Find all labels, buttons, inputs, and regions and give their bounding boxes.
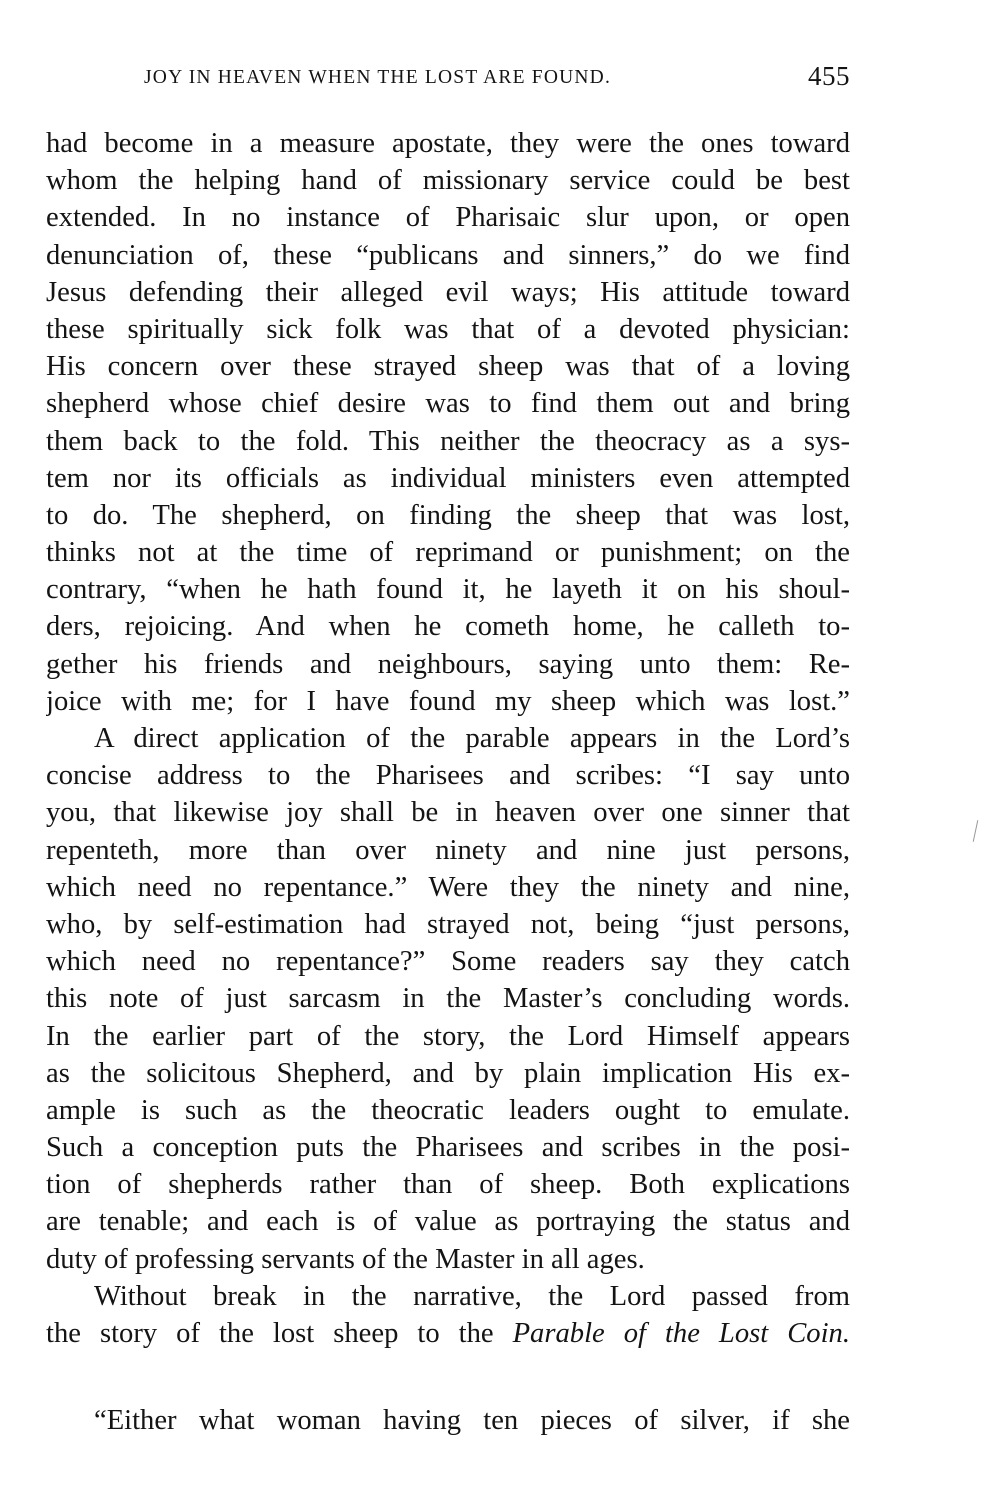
scripture-quote-line: “Either what woman having ten pieces of silver, if she [94,1405,850,1436]
text-line: which need no repentance.” Were they the ninety and nine, [46,871,850,903]
parable-title: Parable of the Lost Coin. [512,1318,850,1349]
text-line: shepherd whose chief desire was to find them out and bring [46,388,850,420]
paragraph-application [46,720,850,1278]
text-line: you, that likewise joy shall be in heaven over one sinner that [46,797,850,829]
text-line: His concern over these strayed sheep was that of a loving [46,351,850,383]
text-line: contrary, “when he hath found it, he layeth it on his shoul- [46,574,850,606]
text-line: thinks not at the time of reprimand or punishment; on the [46,537,850,569]
text-line-with-italic [46,1315,850,1352]
text-line: Without break in the narrative, the Lord passed from [94,1280,850,1312]
text-line: to do. The shepherd, on finding the sheep that was lost, [46,499,850,531]
page-number: 455 [808,61,850,91]
text-line: A direct application of the parable appears in the Lord’s [94,723,850,754]
margin-mark [973,820,979,842]
text-line: as the solicitous Shepherd, and by plain implication His ex- [46,1057,850,1089]
text-line: this note of just sarcasm in the Master’s concluding words. [46,983,850,1015]
text-line: extended. In no instance of Pharisaic slur upon, or open [46,202,850,234]
text-line: these spiritually sick folk was that of a devoted physician: [46,313,850,345]
running-title: JOY IN HEAVEN WHEN THE LOST ARE FOUND. [144,67,612,88]
text-line: tem nor its officials as individual ministers even attempted [46,462,850,494]
text-line: duty of professing servants of the Master in all ages. [46,1243,645,1275]
text-line: which need no repentance?” Some readers say they catch [46,946,850,978]
paragraph-continued [46,125,850,720]
paragraph-transition [46,1278,850,1352]
text-line: tion of shepherds rather than of sheep. Both explications [46,1169,850,1201]
text-line: joice with me; for I have found my sheep which was lost.” [46,685,850,717]
text-line: ders, rejoicing. And when he cometh home, he calleth to- [46,611,850,643]
text-line: them back to the fold. This neither the theocracy as a sys- [46,425,850,457]
text-line: Jesus defending their alleged evil ways; His attitude toward [46,276,850,308]
text-line: concise address to the Pharisees and scribes: “I say unto [46,760,850,792]
text-line: gether his friends and neighbours, saying unto them: Re- [46,648,850,680]
text-line: who, by self-estimation had strayed not, being “just persons, [46,908,850,940]
text-line: In the earlier part of the story, the Lord Himself appears [46,1020,850,1052]
text-line: are tenable; and each is of value as portraying the status and [46,1206,850,1238]
body-text [46,125,850,1352]
text-line: had become in a measure apostate, they were the ones toward [46,128,850,159]
text-line: repenteth, more than over ninety and nine just persons, [46,834,850,866]
text-line: Such a conception puts the Pharisees and scribes in the posi- [46,1132,850,1164]
text-line: ample is such as the theocratic leaders ought to emulate. [46,1094,850,1126]
text-span: the story of the lost sheep to the [46,1318,494,1349]
running-head [46,63,850,99]
text-line: denunciation of, these “publicans and sinners,” do we find [46,239,850,271]
text-line: whom the helping hand of missionary service could be best [46,165,850,197]
